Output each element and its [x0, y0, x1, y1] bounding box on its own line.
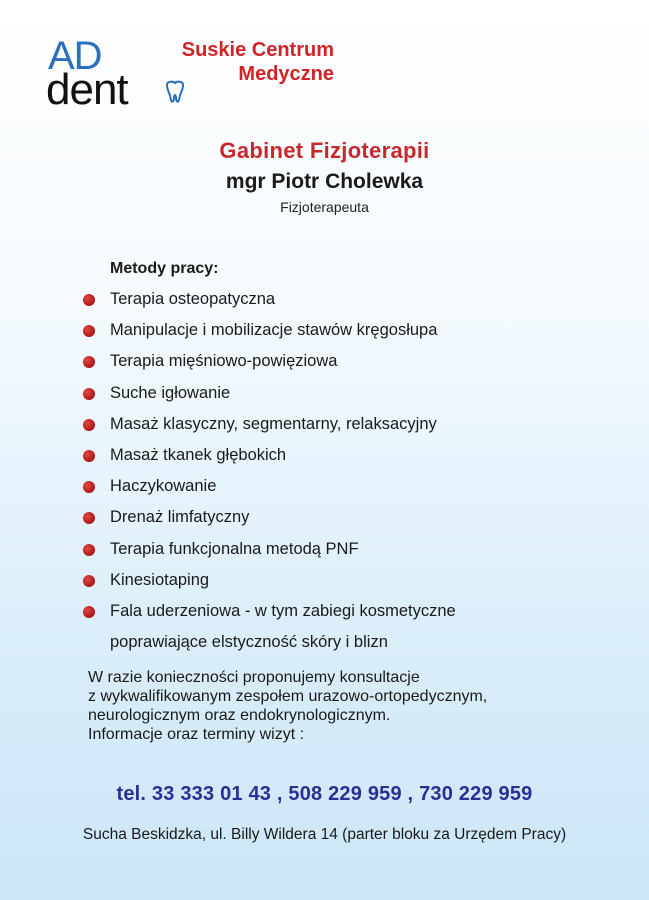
list-item: Terapia osteopatyczna: [80, 288, 456, 319]
bullet-icon: [83, 481, 95, 493]
list-item: Manipulacje i mobilizacje stawów kręgosłupa: [80, 319, 456, 350]
page-title: Gabinet Fizjoterapii: [219, 138, 430, 163]
bullet-icon: [83, 606, 95, 618]
list-item: Terapia funkcjonalna metodą PNF: [80, 538, 456, 569]
bullet-icon: [83, 544, 95, 556]
address: Sucha Beskidzka, ul. Billy Wildera 14 (parter bloku za Urzędem Pracy): [82, 826, 567, 843]
list-item: Suche igłowanie: [80, 382, 456, 413]
list-item: Drenaż limfatyczny: [80, 506, 456, 537]
list-item: Masaż klasyczny, segmentarny, relaksacyjny: [80, 413, 456, 444]
list-item: Masaż tkanek głębokich: [80, 444, 456, 475]
list-item: Terapia mięśniowo-powięziowa: [80, 350, 456, 381]
methods-heading: Metody pracy:: [110, 260, 219, 277]
clinic-name-line2: Medyczne: [238, 63, 334, 85]
consultation-line: Informacje oraz terminy wizyt :: [88, 726, 305, 743]
list-item: Fala uderzeniowa - w tym zabiegi kosmetyczne: [80, 600, 456, 631]
bullet-icon: [83, 388, 95, 400]
logo-ad-text: AD: [48, 34, 102, 78]
bullet-icon: [83, 356, 95, 368]
bullet-icon: [83, 325, 95, 337]
list-item-continuation: poprawiające elstyczność skóry i blizn: [110, 633, 388, 652]
bullet-icon: [83, 450, 95, 462]
clinic-name-line1: Suskie Centrum: [181, 39, 334, 61]
consultation-line: W razie konieczności proponujemy konsultacje: [88, 669, 420, 686]
phone-numbers: tel. 33 333 01 43 , 508 229 959 , 730 229 959: [116, 783, 533, 805]
list-item: Haczykowanie: [80, 475, 456, 506]
consultation-note: [88, 668, 487, 744]
consultation-line: neurologicznym oraz endokrynologicznym.: [88, 707, 391, 724]
consultation-line: z wykwalifikowanym zespołem urazowo-ortopedycznym,: [88, 688, 488, 705]
methods-list: [80, 288, 456, 662]
list-item: Kinesiotaping: [80, 569, 456, 600]
bullet-icon: [83, 575, 95, 587]
bullet-icon: [83, 512, 95, 524]
therapist-name: mgr Piotr Cholewka: [225, 170, 424, 193]
bullet-icon: [83, 294, 95, 306]
clinic-name: [134, 38, 334, 86]
clinic-logo: [46, 34, 336, 114]
logo-dent-text: dent: [46, 65, 128, 114]
therapist-role: Fizjoterapeuta: [280, 199, 369, 215]
bullet-icon: [83, 419, 95, 431]
